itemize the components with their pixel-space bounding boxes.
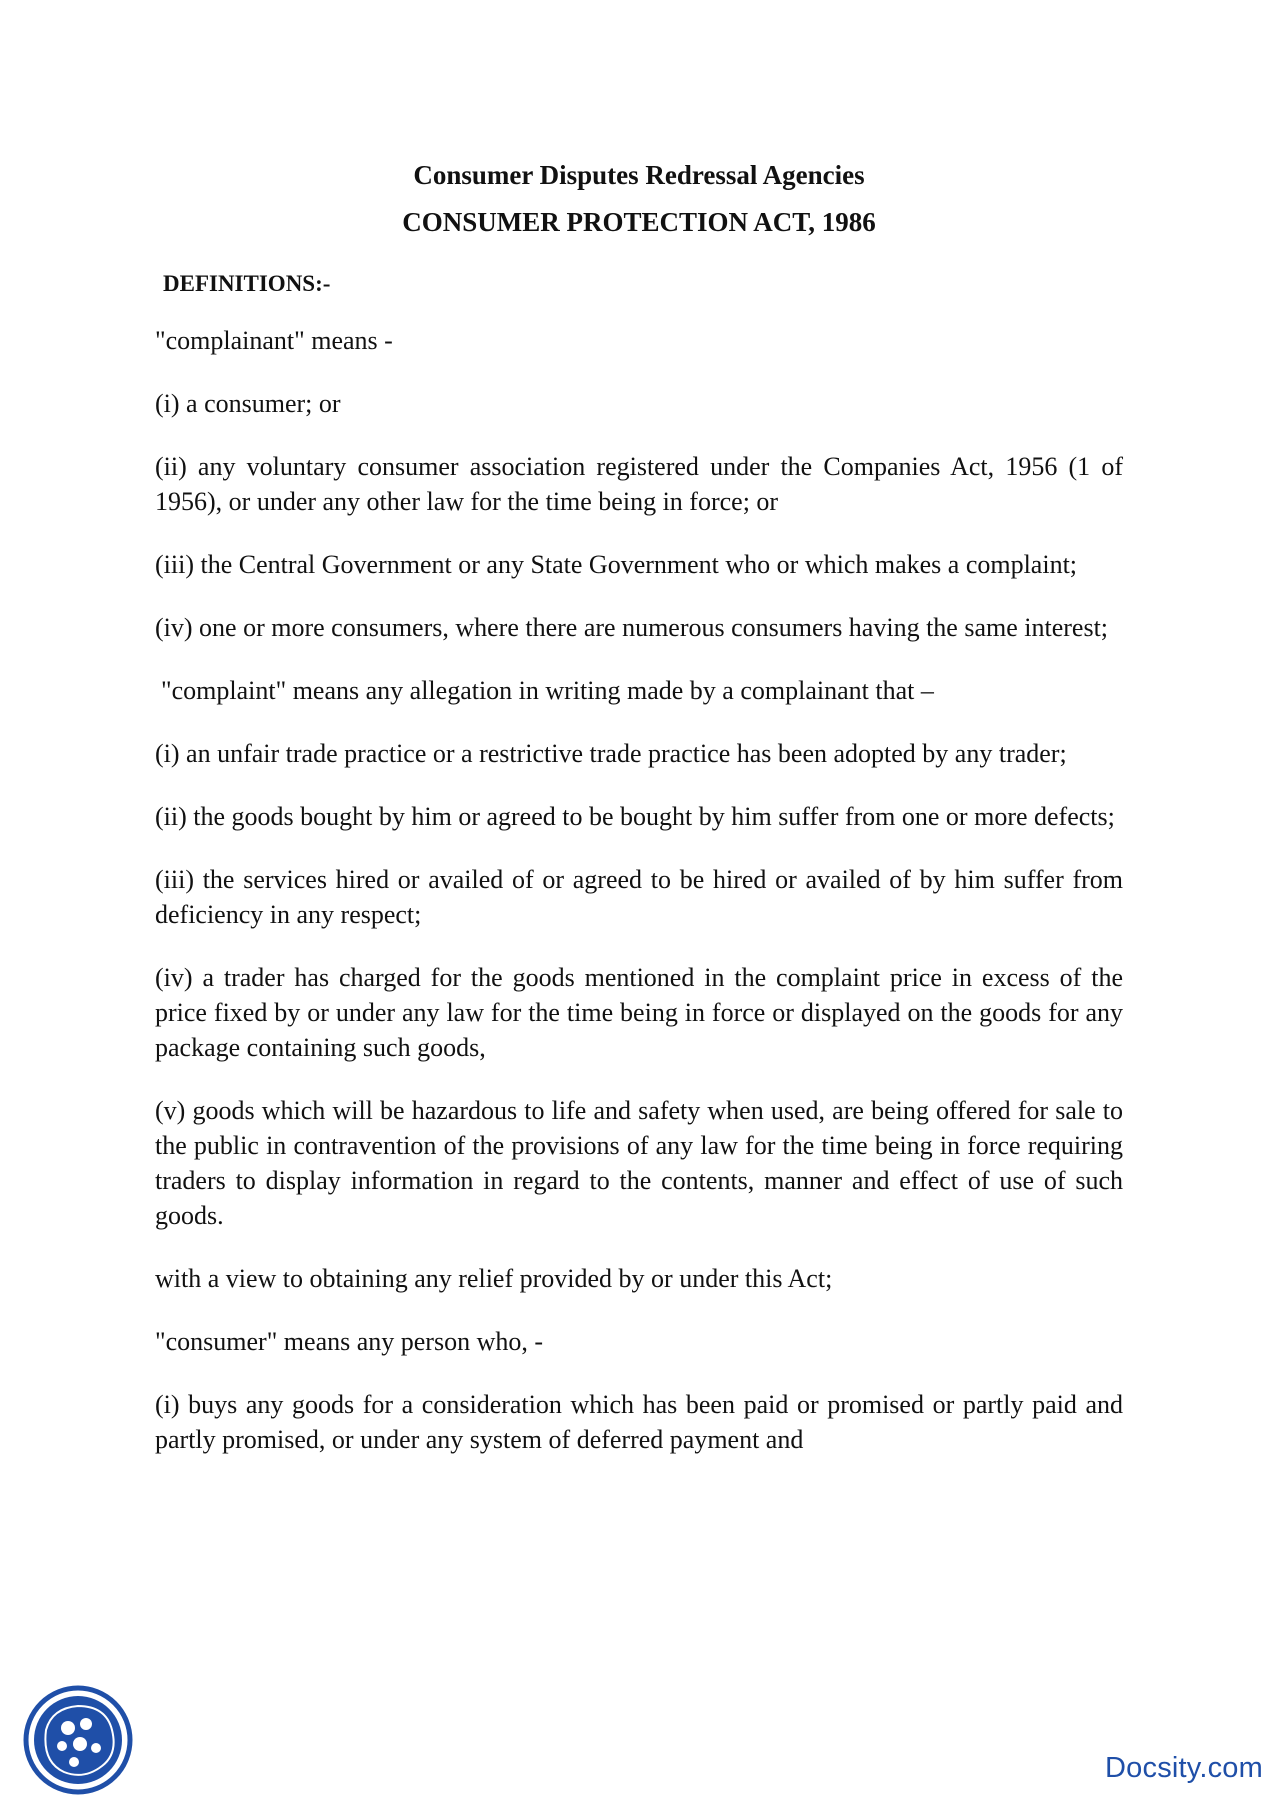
paragraph: (i) buys any goods for a consideration which has been paid or promised or partly paid and partly promised, or under any system of deferred payment and: [155, 1390, 1123, 1454]
paragraph: (ii) any voluntary consumer association registered under the Companies Act, 1956 (1 of 1956), or under any other law for the time being in force; or: [155, 452, 1123, 516]
docsity-brand-link[interactable]: Docsity.com: [1105, 1752, 1263, 1784]
paragraph: (iv) a trader has charged for the goods mentioned in the complaint price in excess of the price fixed by or under any law for the time being in force or displayed on the goods for any package containing such goods,: [155, 963, 1123, 1062]
paragraph: (iv) one or more consumers, where there are numerous consumers having the same interest;: [155, 613, 1109, 642]
paragraph: with a view to obtaining any relief provided by or under this Act;: [155, 1264, 833, 1293]
document-body: [155, 158, 1123, 1457]
docsity-logo-icon[interactable]: [22, 1684, 134, 1796]
paragraph: "consumer" means any person who, -: [155, 1327, 544, 1356]
paragraph: (v) goods which will be hazardous to life and safety when used, are being offered for sale to the public in contravention of the provisions of any law for the time being in force requiring traders to display information in regard to the contents, manner and effect of use of such goods.: [155, 1096, 1123, 1230]
paragraph: (ii) the goods bought by him or agreed to be bought by him suffer from one or more defects;: [155, 802, 1115, 831]
paragraph: (i) a consumer; or: [155, 389, 341, 418]
paragraph: (iii) the Central Government or any State Government who or which makes a complaint;: [155, 550, 1078, 579]
document-title: Consumer Disputes Redressal Agencies: [413, 160, 865, 190]
paragraph: (i) an unfair trade practice or a restrictive trade practice has been adopted by any trader;: [155, 739, 1067, 768]
paragraph: "complainant" means -: [155, 326, 393, 355]
section-heading: DEFINITIONS:-: [163, 271, 331, 296]
paragraph: (iii) the services hired or availed of or agreed to be hired or availed of by him suffer from deficiency in any respect;: [155, 865, 1123, 929]
paragraph: "complaint" means any allegation in writing made by a complainant that –: [161, 676, 934, 705]
document-subtitle: CONSUMER PROTECTION ACT, 1986: [402, 207, 876, 237]
